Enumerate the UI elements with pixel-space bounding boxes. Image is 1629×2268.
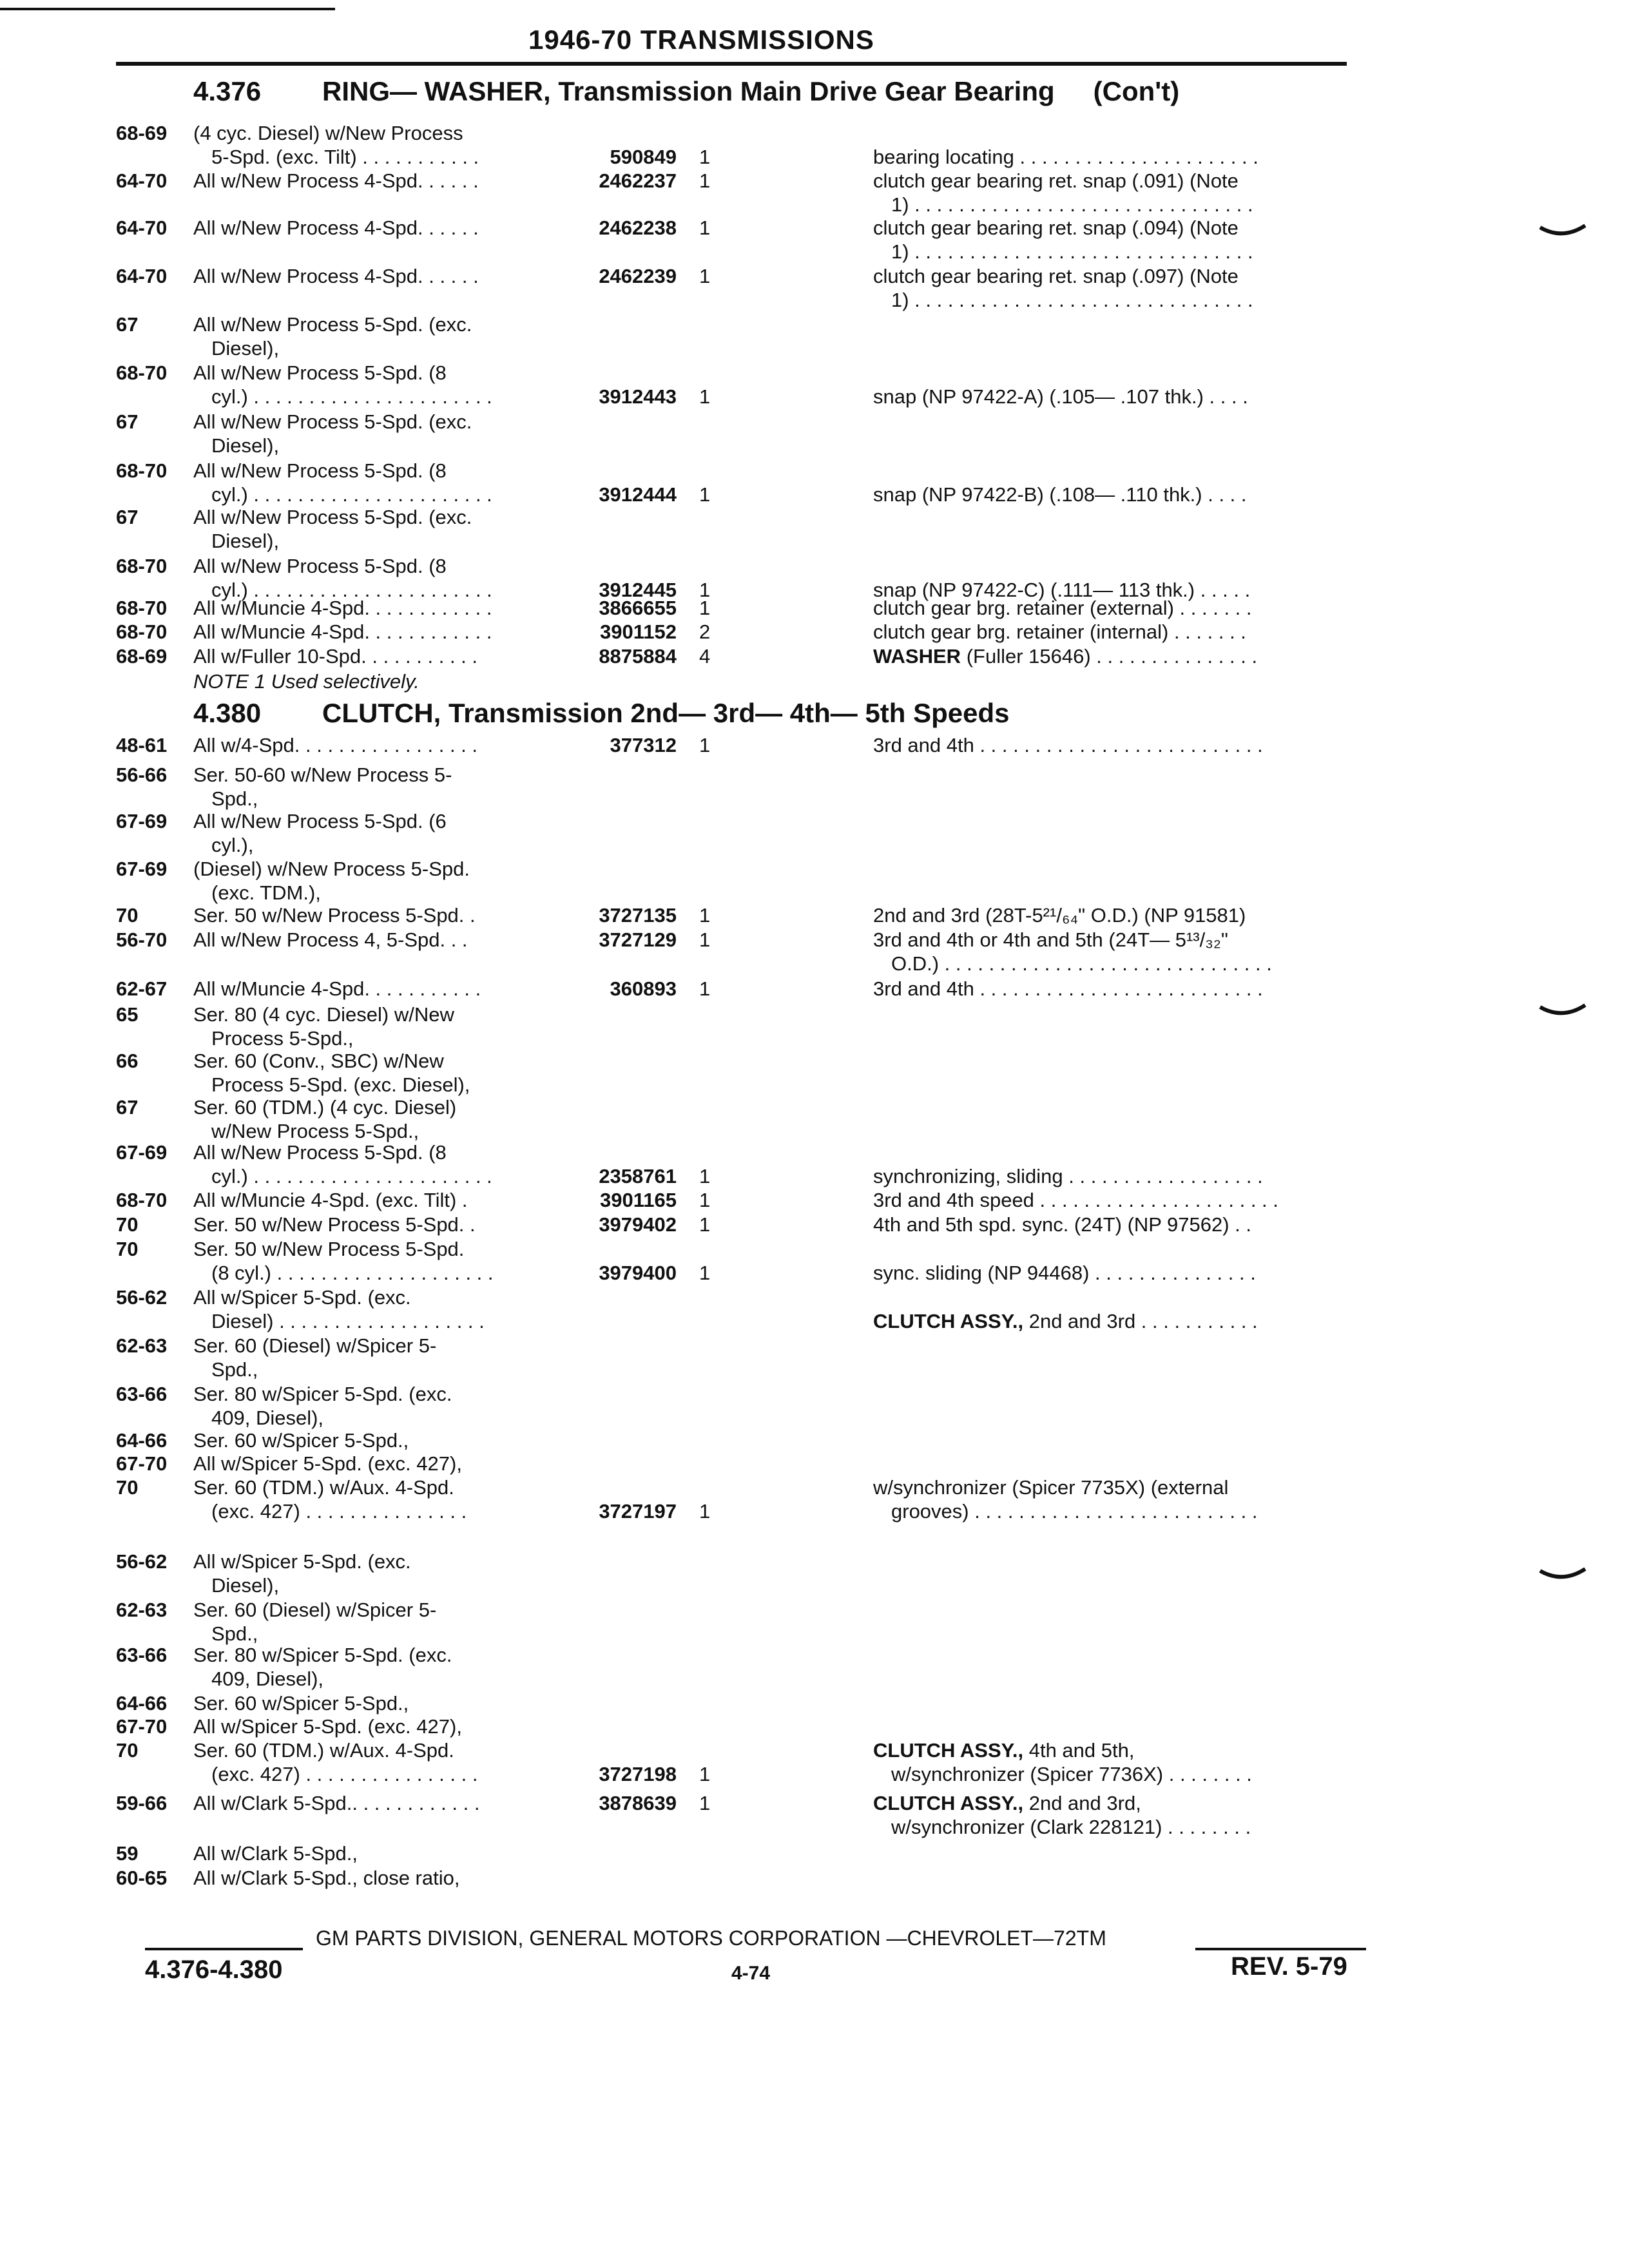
description-line: 1) . . . . . . . . . . . . . . . . . . . . . . . . . . . . . . . [891, 289, 1253, 311]
application-line: (8 cyl.) . . . . . . . . . . . . . . . . . . . . [211, 1262, 494, 1284]
description [873, 264, 1453, 312]
application-line: Diesel), [211, 337, 280, 360]
model-year: 56-66 [116, 764, 168, 786]
footer-section-range: 4.376-4.380 [145, 1956, 283, 1984]
application-line: All w/New Process 5-Spd. (exc. [193, 313, 472, 336]
part-number: 3866655 [599, 597, 677, 619]
description-line: synchronizing, sliding . . . . . . . . . . . . . . . . . . [873, 1165, 1263, 1187]
part-number: 3727135 [599, 904, 677, 927]
application-line: All w/New Process 4, 5-Spd. . . [193, 928, 468, 951]
part-number: 590849 [610, 146, 677, 168]
application-line: Ser. 50-60 w/New Process 5- [193, 764, 452, 786]
model-year: 64-66 [116, 1429, 168, 1452]
description [873, 1475, 1453, 1523]
application-line: Ser. 50 w/New Process 5-Spd. . [193, 904, 476, 927]
part-number: 2462239 [599, 265, 677, 287]
application-line: Diesel), [211, 530, 280, 552]
application-line: Ser. 60 w/Spicer 5-Spd., [193, 1429, 409, 1452]
application [193, 763, 670, 811]
footer-rule [1195, 1948, 1366, 1950]
section-continued: (Con't) [1093, 76, 1180, 106]
application-line: All w/New Process 5-Spd. (6 [193, 810, 447, 832]
model-year: 56-70 [116, 928, 168, 951]
application-line: 409, Diesel), [211, 1407, 324, 1429]
model-year: 64-70 [116, 265, 168, 287]
model-year: 62-67 [116, 977, 168, 1000]
part-number: 3979402 [599, 1213, 677, 1236]
description-line: 3rd and 4th speed . . . . . . . . . . . . . . . . . . . . . . [873, 1189, 1278, 1211]
description [873, 1213, 1453, 1236]
application-line: All w/New Process 5-Spd. (8 [193, 459, 447, 482]
part-number: 2462238 [599, 216, 677, 239]
application-line: w/New Process 5-Spd., [211, 1120, 419, 1142]
description [873, 903, 1453, 927]
description-line: snap (NP 97422-C) (.111— 113 thk.) . . . . . [873, 579, 1251, 601]
application-line: All w/Spicer 5-Spd. (exc. 427), [193, 1452, 462, 1475]
application-line: Ser. 60 (TDM.) (4 cyc. Diesel) [193, 1096, 457, 1119]
description [873, 385, 1453, 408]
description-line: 2nd and 3rd (28T-5²¹/₆₄" O.D.) (NP 91581) [873, 904, 1246, 927]
application-line: Spd., [211, 1622, 258, 1645]
model-year: 68-70 [116, 620, 168, 643]
description [873, 644, 1453, 668]
model-year: 68-70 [116, 555, 168, 577]
description [873, 928, 1453, 975]
binding-mark [1537, 1002, 1588, 1028]
description [873, 216, 1453, 264]
model-year: 68-69 [116, 645, 168, 668]
model-year: 65 [116, 1003, 139, 1026]
section-title-text: RING— WASHER, Transmission Main Drive Gear Bearing [322, 76, 1055, 106]
description-line [873, 1738, 1453, 1762]
quantity: 1 [699, 904, 711, 927]
part-number: 3727198 [599, 1763, 677, 1785]
description [873, 1164, 1453, 1188]
revision-label: REV. 5-79 [1231, 1952, 1347, 1981]
description [873, 977, 1453, 1001]
model-year: 60-65 [116, 1867, 168, 1889]
description-item-name: CLUTCH ASSY., [873, 1310, 1024, 1332]
part-number: 360893 [610, 977, 677, 1000]
application-line: cyl.) . . . . . . . . . . . . . . . . . . . . . . [211, 579, 492, 601]
model-year: 56-62 [116, 1286, 168, 1309]
description-text: 2nd and 3rd . . . . . . . . . . . [1028, 1310, 1258, 1332]
section-heading-4380 [193, 698, 1010, 729]
part-number: 3912443 [599, 385, 677, 408]
description-line: w/synchronizer (Clark 228121) . . . . . . . . [891, 1816, 1251, 1838]
description-line: 1) . . . . . . . . . . . . . . . . . . . . . . . . . . . . . . . [891, 193, 1253, 216]
application-line: All w/Muncie 4-Spd. . . . . . . . . . . . [193, 597, 492, 619]
model-year: 68-70 [116, 459, 168, 482]
description [873, 1791, 1453, 1839]
description-line: 1) . . . . . . . . . . . . . . . . . . . . . . . . . . . . . . . [891, 240, 1253, 263]
application [193, 1049, 670, 1097]
model-year: 59-66 [116, 1792, 168, 1814]
quantity: 1 [699, 579, 711, 601]
description [873, 733, 1453, 757]
application-line: (exc. TDM.), [211, 881, 321, 904]
part-number: 3901152 [600, 620, 677, 643]
application-line: (exc. 427) . . . . . . . . . . . . . . . [211, 1500, 467, 1523]
description-item-name: CLUTCH ASSY., [873, 1792, 1024, 1814]
model-year: 70 [116, 1238, 139, 1260]
model-year: 63-66 [116, 1644, 168, 1666]
section-number: 4.380 [193, 698, 262, 728]
quantity: 1 [699, 597, 711, 619]
quantity: 1 [699, 928, 711, 951]
model-year: 64-70 [116, 169, 168, 192]
application [193, 1598, 670, 1646]
application-line: Ser. 60 (TDM.) w/Aux. 4-Spd. [193, 1739, 454, 1762]
application [193, 1285, 670, 1333]
application-line: Ser. 80 w/Spicer 5-Spd. (exc. [193, 1644, 452, 1666]
application-line: Ser. 60 (Conv., SBC) w/New [193, 1050, 444, 1072]
description [873, 483, 1453, 506]
application [193, 1841, 670, 1865]
application-line: All w/New Process 4-Spd. . . . . . [193, 216, 479, 239]
quantity: 2 [699, 620, 711, 643]
application-line: All w/New Process 5-Spd. (exc. [193, 506, 472, 528]
part-number: 3901165 [600, 1189, 677, 1211]
description-text: 4th and 5th, [1028, 1739, 1135, 1762]
model-year: 64-70 [116, 216, 168, 239]
quantity: 1 [699, 1500, 711, 1523]
application-line: Ser. 50 w/New Process 5-Spd. [193, 1238, 465, 1260]
description-item-name: WASHER [873, 645, 961, 668]
quantity: 1 [699, 385, 711, 408]
description-line: w/synchronizer (Spicer 7735X) (external [873, 1476, 1229, 1499]
application [193, 1428, 670, 1452]
application-line: All w/Muncie 4-Spd. . . . . . . . . . . [193, 977, 481, 1000]
application-line: Spd., [211, 1358, 258, 1381]
description-line [873, 1309, 1453, 1333]
application-line: Ser. 50 w/New Process 5-Spd. . [193, 1213, 476, 1236]
description-line: 3rd and 4th . . . . . . . . . . . . . . . . . . . . . . . . . . [873, 977, 1263, 1000]
quantity: 1 [699, 169, 711, 192]
application-line: All w/Clark 5-Spd.. . . . . . . . . . . . [193, 1792, 480, 1814]
quantity: 1 [699, 1189, 711, 1211]
application-line: All w/New Process 5-Spd. (8 [193, 555, 447, 577]
quantity: 1 [699, 483, 711, 506]
application-line: Ser. 60 (Diesel) w/Spicer 5- [193, 1599, 437, 1621]
application-line: Ser. 80 (4 cyc. Diesel) w/New [193, 1003, 454, 1026]
part-number: 3727197 [599, 1500, 677, 1523]
application-line: Diesel), [211, 1574, 280, 1597]
description-line: clutch gear brg. retainer (internal) . . . . . . . [873, 620, 1246, 643]
model-year: 68-70 [116, 597, 168, 619]
quantity: 1 [699, 1763, 711, 1785]
application-line: cyl.) . . . . . . . . . . . . . . . . . . . . . . [211, 1165, 492, 1187]
part-number: 2462237 [599, 169, 677, 192]
model-year: 67-70 [116, 1715, 168, 1738]
application [193, 1715, 670, 1738]
description-line: 3rd and 4th . . . . . . . . . . . . . . . . . . . . . . . . . . [873, 734, 1263, 756]
description-text: (Fuller 15646) . . . . . . . . . . . . . . . [966, 645, 1258, 668]
quantity: 1 [699, 265, 711, 287]
part-number: 3727129 [599, 928, 677, 951]
application-line: All w/Muncie 4-Spd. . . . . . . . . . . . [193, 620, 492, 643]
part-number: 8875884 [599, 645, 677, 668]
application-line: cyl.) . . . . . . . . . . . . . . . . . . . . . . [211, 483, 492, 506]
application-line: All w/New Process 4-Spd. . . . . . [193, 265, 479, 287]
model-year: 70 [116, 1739, 139, 1762]
description-line: sync. sliding (NP 94468) . . . . . . . . . . . . . . . [873, 1262, 1256, 1284]
quantity: 1 [699, 1213, 711, 1236]
model-year: 48-61 [116, 734, 168, 756]
description-line: clutch gear bearing ret. snap (.094) (Note [873, 216, 1239, 239]
application [193, 1866, 670, 1890]
application-line: All w/4-Spd. . . . . . . . . . . . . . . . . [193, 734, 478, 756]
description [873, 1738, 1453, 1786]
top-rule [0, 8, 335, 10]
application [193, 505, 670, 553]
application-line: Ser. 60 w/Spicer 5-Spd., [193, 1692, 409, 1715]
application-line: Ser. 80 w/Spicer 5-Spd. (exc. [193, 1383, 452, 1405]
description [873, 1261, 1453, 1285]
section-number: 4.376 [193, 76, 262, 106]
part-number: 3912445 [599, 579, 677, 601]
description-line: clutch gear bearing ret. snap (.091) (Note [873, 169, 1239, 192]
application-line: Diesel) . . . . . . . . . . . . . . . . . . . [211, 1310, 485, 1332]
model-year: 67 [116, 1096, 139, 1119]
model-year: 63-66 [116, 1383, 168, 1405]
application-line: All w/Clark 5-Spd., [193, 1842, 358, 1865]
header-rule [116, 62, 1347, 66]
footer-rule [145, 1948, 303, 1950]
model-year: 68-70 [116, 361, 168, 384]
description-text: 2nd and 3rd, [1028, 1792, 1141, 1814]
description [873, 1309, 1453, 1333]
application [193, 809, 670, 857]
application-line: All w/Muncie 4-Spd. (exc. Tilt) . [193, 1189, 468, 1211]
page-title: 1946-70 TRANSMISSIONS [528, 24, 874, 55]
description-item-name: CLUTCH ASSY., [873, 1739, 1024, 1762]
description-line: 3rd and 4th or 4th and 5th (24T— 5¹³/₃₂" [873, 928, 1228, 951]
quantity: 1 [699, 1792, 711, 1814]
part-number: 377312 [610, 734, 677, 756]
description [873, 145, 1453, 169]
model-year: 62-63 [116, 1599, 168, 1621]
application [193, 1452, 670, 1475]
model-year: 66 [116, 1050, 139, 1072]
application-line: All w/Clark 5-Spd., close ratio, [193, 1867, 460, 1889]
description-line [873, 644, 1453, 668]
application-line: All w/New Process 5-Spd. (exc. [193, 410, 472, 433]
application-line: All w/Spicer 5-Spd. (exc. 427), [193, 1715, 462, 1738]
part-number: 2358761 [599, 1165, 677, 1187]
application-line: 409, Diesel), [211, 1667, 324, 1690]
application [193, 1095, 670, 1143]
model-year: 56-62 [116, 1550, 168, 1573]
quantity: 1 [699, 146, 711, 168]
application [193, 1382, 670, 1430]
description-line [873, 1791, 1453, 1815]
application-line: All w/New Process 4-Spd. . . . . . [193, 169, 479, 192]
application-line: (Diesel) w/New Process 5-Spd. [193, 858, 470, 880]
application-line: All w/Fuller 10-Spd. . . . . . . . . . . [193, 645, 478, 668]
description-line: grooves) . . . . . . . . . . . . . . . . . . . . . . . . . . [891, 1500, 1258, 1523]
application-line: All w/New Process 5-Spd. (8 [193, 1141, 447, 1164]
application-line: (exc. 427) . . . . . . . . . . . . . . . . [211, 1763, 478, 1785]
application [193, 410, 670, 457]
model-year: 70 [116, 1213, 139, 1236]
application-line: (4 cyc. Diesel) w/New Process [193, 122, 463, 144]
quantity: 1 [699, 734, 711, 756]
application-line: Spd., [211, 787, 258, 810]
part-number: 3979400 [599, 1262, 677, 1284]
section-heading-4376 [193, 76, 1179, 107]
application-line: Process 5-Spd., [211, 1027, 354, 1050]
section-title-text: CLUTCH, Transmission 2nd— 3rd— 4th— 5th Speeds [322, 698, 1010, 728]
description [873, 620, 1453, 644]
page-number: 4-74 [731, 1963, 771, 1984]
application [193, 1550, 670, 1597]
application [193, 1334, 670, 1381]
description-line: w/synchronizer (Spicer 7736X) . . . . . . . . [891, 1763, 1252, 1785]
description-line: clutch gear bearing ret. snap (.097) (Note [873, 265, 1239, 287]
application-line: Diesel), [211, 434, 280, 457]
application-line: 5-Spd. (exc. Tilt) . . . . . . . . . . . [211, 146, 479, 168]
quantity: 1 [699, 977, 711, 1000]
footnote: NOTE 1 Used selectively. [193, 670, 419, 693]
application [193, 1003, 670, 1050]
description [873, 1188, 1453, 1212]
application [193, 1691, 670, 1715]
application-line: All w/New Process 5-Spd. (8 [193, 361, 447, 384]
model-year: 67-69 [116, 858, 168, 880]
application-line: Ser. 60 (TDM.) w/Aux. 4-Spd. [193, 1476, 454, 1499]
application-line: cyl.), [211, 834, 254, 856]
model-year: 68-70 [116, 1189, 168, 1211]
footer-publisher: GM PARTS DIVISION, GENERAL MOTORS CORPORATION —CHEVROLET—72TM [316, 1927, 1106, 1950]
application-line: All w/Spicer 5-Spd. (exc. [193, 1550, 411, 1573]
description-line: 4th and 5th spd. sync. (24T) (NP 97562) . . [873, 1213, 1252, 1236]
model-year: 59 [116, 1842, 139, 1865]
model-year: 67 [116, 313, 139, 336]
application-line: cyl.) . . . . . . . . . . . . . . . . . . . . . . [211, 385, 492, 408]
model-year: 67-69 [116, 810, 168, 832]
application-line: All w/Spicer 5-Spd. (exc. [193, 1286, 411, 1309]
description [873, 596, 1453, 620]
part-number: 3878639 [599, 1792, 677, 1814]
part-number: 3912444 [599, 483, 677, 506]
model-year: 67 [116, 410, 139, 433]
application-line: Ser. 60 (Diesel) w/Spicer 5- [193, 1334, 437, 1357]
description-line: O.D.) . . . . . . . . . . . . . . . . . . . . . . . . . . . . . . [891, 952, 1272, 975]
description-line: clutch gear brg. retainer (external) . . . . . . . [873, 597, 1252, 619]
application-line: Process 5-Spd. (exc. Diesel), [211, 1073, 470, 1096]
description-line: bearing locating . . . . . . . . . . . . . . . . . . . . . . [873, 146, 1258, 168]
model-year: 64-66 [116, 1692, 168, 1715]
binding-mark [1537, 222, 1588, 248]
quantity: 4 [699, 645, 711, 668]
model-year: 70 [116, 1476, 139, 1499]
application [193, 312, 670, 360]
application [193, 857, 670, 905]
description-line: snap (NP 97422-B) (.108— .110 thk.) . . . . [873, 483, 1247, 506]
quantity: 1 [699, 1262, 711, 1284]
model-year: 67-70 [116, 1452, 168, 1475]
model-year: 68-69 [116, 122, 168, 144]
application [193, 1643, 670, 1691]
binding-mark [1537, 1566, 1588, 1591]
model-year: 62-63 [116, 1334, 168, 1357]
quantity: 1 [699, 216, 711, 239]
model-year: 70 [116, 904, 139, 927]
description [873, 169, 1453, 216]
model-year: 67 [116, 506, 139, 528]
model-year: 67-69 [116, 1141, 168, 1164]
description-line: snap (NP 97422-A) (.105— .107 thk.) . . . . [873, 385, 1248, 408]
quantity: 1 [699, 1165, 711, 1187]
